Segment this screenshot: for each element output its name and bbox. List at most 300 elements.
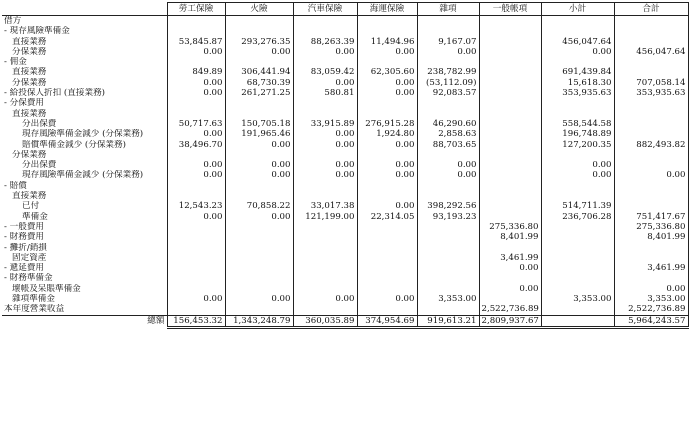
row-label: 準備金 — [2, 212, 167, 222]
column-header: 雜項 — [417, 3, 479, 16]
table-cell — [479, 140, 541, 150]
table-cell: 0.00 — [293, 170, 357, 180]
table-cell — [357, 109, 417, 119]
table-cell — [167, 26, 225, 36]
table-cell: 3,353.00 — [541, 294, 614, 304]
total-cell: 360,035.89 — [293, 315, 357, 327]
row-label: 雜項準備金 — [2, 294, 167, 304]
table-row — [2, 88, 688, 98]
table-cell — [417, 273, 479, 283]
table-cell: 0.00 — [357, 170, 417, 180]
table-cell — [614, 37, 688, 47]
table-cell — [167, 57, 225, 67]
table-cell: 46,290.60 — [417, 119, 479, 129]
row-label: - 遞延費用 — [2, 263, 167, 273]
table-cell — [541, 222, 614, 232]
table-cell: 0.00 — [479, 284, 541, 294]
row-label: - 賠償 — [2, 181, 167, 191]
table-cell: 62,305.60 — [357, 67, 417, 77]
table-cell — [614, 253, 688, 263]
table-cell — [167, 98, 225, 108]
table-cell: 0.00 — [167, 160, 225, 170]
table-row — [2, 294, 688, 304]
table-row — [2, 304, 688, 315]
table-cell — [293, 253, 357, 263]
table-cell — [417, 57, 479, 67]
table-cell — [293, 191, 357, 201]
table-cell — [357, 304, 417, 315]
table-cell: 882,493.82 — [614, 140, 688, 150]
row-label: 賠償準備金減少 (分保業務) — [2, 140, 167, 150]
table-cell — [225, 16, 293, 27]
table-cell: 276,915.28 — [357, 119, 417, 129]
table-cell — [357, 181, 417, 191]
row-label: 固定資產 — [2, 253, 167, 263]
table-cell: 0.00 — [357, 78, 417, 88]
table-row — [2, 170, 688, 180]
income-statement-table — [2, 2, 689, 329]
table-cell — [167, 150, 225, 160]
table-cell — [479, 109, 541, 119]
table-cell — [479, 16, 541, 27]
table-row — [2, 109, 688, 119]
table-cell — [417, 304, 479, 315]
table-cell: 0.00 — [357, 201, 417, 211]
table-cell — [479, 160, 541, 170]
table-cell — [479, 98, 541, 108]
table-cell: 580.81 — [293, 88, 357, 98]
total-cell: 919,613.21 — [417, 315, 479, 327]
table-cell — [417, 253, 479, 263]
table-cell: 514,711.39 — [541, 201, 614, 211]
table-cell — [614, 191, 688, 201]
table-cell: 50,717.63 — [167, 119, 225, 129]
row-label: - 佣金 — [2, 57, 167, 67]
table-cell — [225, 150, 293, 160]
table-row — [2, 150, 688, 160]
column-header: 合計 — [614, 3, 688, 16]
row-label: 壞帳及呆賬準備金 — [2, 284, 167, 294]
table-row — [2, 212, 688, 222]
table-row — [2, 253, 688, 263]
table-cell — [225, 98, 293, 108]
table-cell — [225, 284, 293, 294]
table-cell: 353,935.63 — [541, 88, 614, 98]
table-cell — [417, 109, 479, 119]
table-cell: 707,058.14 — [614, 78, 688, 88]
table-cell — [541, 191, 614, 201]
row-label: 直接業務 — [2, 67, 167, 77]
column-header: 一般帳項 — [479, 3, 541, 16]
table-cell — [225, 191, 293, 201]
row-label: - 分保費用 — [2, 98, 167, 108]
table-cell — [417, 26, 479, 36]
table-cell — [417, 263, 479, 273]
table-cell — [417, 16, 479, 27]
table-row — [2, 263, 688, 273]
row-label: 分保業務 — [2, 47, 167, 57]
table-row — [2, 232, 688, 242]
table-cell — [541, 243, 614, 253]
total-cell: 1,343,248.79 — [225, 315, 293, 327]
table-row — [2, 16, 688, 27]
table-cell — [614, 150, 688, 160]
table-cell — [614, 98, 688, 108]
table-cell: 0.00 — [479, 263, 541, 273]
table-cell: 3,461.99 — [614, 263, 688, 273]
row-label: - 財務費用 — [2, 232, 167, 242]
table-cell — [167, 16, 225, 27]
table-cell — [541, 16, 614, 27]
row-label: 已付 — [2, 201, 167, 211]
table-cell — [225, 263, 293, 273]
table-cell — [614, 273, 688, 283]
table-row — [2, 98, 688, 108]
table-cell — [167, 191, 225, 201]
table-cell — [614, 181, 688, 191]
table-cell — [541, 181, 614, 191]
table-cell: 83,059.42 — [293, 67, 357, 77]
row-label: 分保業務 — [2, 150, 167, 160]
table-cell — [479, 67, 541, 77]
table-cell — [167, 284, 225, 294]
table-cell — [541, 304, 614, 315]
table-cell — [293, 26, 357, 36]
table-cell — [479, 47, 541, 57]
total-cell: 5,964,243.57 — [614, 315, 688, 327]
table-cell — [417, 243, 479, 253]
table-cell — [357, 263, 417, 273]
table-cell — [614, 129, 688, 139]
table-cell: 12,543.23 — [167, 201, 225, 211]
table-cell — [417, 191, 479, 201]
table-cell: 22,314.05 — [357, 212, 417, 222]
table-cell: 0.00 — [293, 294, 357, 304]
table-cell — [225, 109, 293, 119]
total-cell — [541, 315, 614, 327]
table-cell — [479, 294, 541, 304]
row-label: 分出保費 — [2, 160, 167, 170]
table-cell: 0.00 — [541, 47, 614, 57]
row-label: 現存風險準備金減少 (分保業務) — [2, 129, 167, 139]
table-cell — [357, 98, 417, 108]
table-cell — [357, 26, 417, 36]
table-row — [2, 222, 688, 232]
table-cell: 92,083.57 — [417, 88, 479, 98]
table-cell — [225, 181, 293, 191]
table-cell: 121,199.00 — [293, 212, 357, 222]
table-row — [2, 47, 688, 57]
table-cell — [417, 232, 479, 242]
table-cell: 2,522,736.89 — [614, 304, 688, 315]
total-cell: 2,809,937.67 — [479, 315, 541, 327]
row-label: - 一般費用 — [2, 222, 167, 232]
table-cell: 275,336.80 — [614, 222, 688, 232]
table-row — [2, 78, 688, 88]
row-label: 現存風險準備金減少 (分保業務) — [2, 170, 167, 180]
table-cell — [417, 181, 479, 191]
table-cell: 293,276.35 — [225, 37, 293, 47]
table-row — [2, 57, 688, 67]
row-label: - 攤折/銷損 — [2, 243, 167, 253]
table-cell — [357, 253, 417, 263]
table-cell — [167, 222, 225, 232]
table-row — [2, 37, 688, 47]
table-cell: (53,112.09) — [417, 78, 479, 88]
table-row — [2, 273, 688, 283]
table-cell — [293, 263, 357, 273]
table-cell: 0.00 — [293, 160, 357, 170]
table-row — [2, 243, 688, 253]
table-cell — [541, 109, 614, 119]
table-cell — [479, 78, 541, 88]
table-cell: 751,417.67 — [614, 212, 688, 222]
table-cell: 0.00 — [541, 160, 614, 170]
table-cell: 261,271.25 — [225, 88, 293, 98]
table-cell — [293, 243, 357, 253]
table-cell: 93,193.23 — [417, 212, 479, 222]
table-cell — [167, 109, 225, 119]
table-cell: 38,496.70 — [167, 140, 225, 150]
table-cell — [479, 243, 541, 253]
table-row — [2, 191, 688, 201]
table-cell — [479, 37, 541, 47]
table-cell — [541, 253, 614, 263]
table-cell — [479, 129, 541, 139]
table-cell: 0.00 — [225, 170, 293, 180]
table-row — [2, 67, 688, 77]
table-cell: 68,730.39 — [225, 78, 293, 88]
table-cell — [541, 263, 614, 273]
table-cell — [293, 232, 357, 242]
table-cell — [293, 16, 357, 27]
table-cell — [357, 273, 417, 283]
table-cell — [167, 263, 225, 273]
table-cell: 275,336.80 — [479, 222, 541, 232]
table-cell — [541, 150, 614, 160]
table-cell — [293, 222, 357, 232]
table-row — [2, 284, 688, 294]
table-cell: 11,494.96 — [357, 37, 417, 47]
table-cell: 0.00 — [357, 140, 417, 150]
table-cell: 0.00 — [293, 140, 357, 150]
table-cell: 0.00 — [167, 88, 225, 98]
table-cell: 0.00 — [225, 140, 293, 150]
table-cell — [357, 232, 417, 242]
table-row — [2, 160, 688, 170]
table-cell — [614, 57, 688, 67]
table-cell: 0.00 — [167, 129, 225, 139]
table-cell: 3,461.99 — [479, 253, 541, 263]
table-cell — [614, 201, 688, 211]
table-cell: 236,706.28 — [541, 212, 614, 222]
row-label: 直接業務 — [2, 109, 167, 119]
table-cell: 0.00 — [225, 47, 293, 57]
table-cell — [614, 119, 688, 129]
table-cell — [293, 181, 357, 191]
table-cell: 456,047.64 — [541, 37, 614, 47]
table-cell — [417, 222, 479, 232]
column-header: 汽車保險 — [293, 3, 357, 16]
table-cell — [293, 57, 357, 67]
table-cell — [541, 273, 614, 283]
table-cell — [479, 119, 541, 129]
row-label: 本年度營業收益 — [2, 304, 167, 315]
row-label: 分出保費 — [2, 119, 167, 129]
table-row — [2, 181, 688, 191]
table-row — [2, 119, 688, 129]
table-cell: 1,924.80 — [357, 129, 417, 139]
table-cell: 33,017.38 — [293, 201, 357, 211]
table-cell: 2,858.63 — [417, 129, 479, 139]
table-cell — [167, 253, 225, 263]
table-cell — [541, 98, 614, 108]
table-cell: 88,703.65 — [417, 140, 479, 150]
table-cell: 353,935.63 — [614, 88, 688, 98]
table-cell: 0.00 — [614, 170, 688, 180]
table-cell: 0.00 — [293, 129, 357, 139]
header-blank — [2, 3, 167, 16]
table-cell: 0.00 — [614, 284, 688, 294]
total-cell: 156,453.32 — [167, 315, 225, 327]
table-cell: 70,858.22 — [225, 201, 293, 211]
table-cell — [293, 304, 357, 315]
table-cell — [293, 150, 357, 160]
table-cell — [167, 232, 225, 242]
table-cell — [614, 26, 688, 36]
table-cell: 0.00 — [225, 212, 293, 222]
table-cell: 0.00 — [417, 160, 479, 170]
table-cell — [293, 98, 357, 108]
table-cell — [225, 222, 293, 232]
table-cell — [479, 212, 541, 222]
row-label: - 現存風險準備金 — [2, 26, 167, 36]
table-cell: 0.00 — [293, 47, 357, 57]
table-cell — [541, 57, 614, 67]
table-cell: 8,401.99 — [614, 232, 688, 242]
table-cell — [541, 232, 614, 242]
table-cell: 191,965.46 — [225, 129, 293, 139]
table-cell — [167, 243, 225, 253]
table-cell — [479, 201, 541, 211]
table-cell — [614, 243, 688, 253]
table-body — [2, 16, 688, 328]
table-cell: 0.00 — [357, 294, 417, 304]
table-cell — [479, 170, 541, 180]
table-cell — [357, 222, 417, 232]
table-cell — [167, 273, 225, 283]
table-cell — [479, 181, 541, 191]
total-row — [2, 315, 688, 327]
table-cell — [357, 284, 417, 294]
table-cell: 196,748.89 — [541, 129, 614, 139]
table-cell: 0.00 — [293, 78, 357, 88]
table-cell: 0.00 — [357, 88, 417, 98]
table-cell: 15,618.30 — [541, 78, 614, 88]
table-cell — [167, 304, 225, 315]
table-cell — [357, 243, 417, 253]
table-cell — [225, 232, 293, 242]
table-cell — [614, 16, 688, 27]
table-cell — [479, 88, 541, 98]
column-header: 火險 — [225, 3, 293, 16]
table-cell: 691,439.84 — [541, 67, 614, 77]
table-cell: 0.00 — [417, 47, 479, 57]
column-header: 海運保險 — [357, 3, 417, 16]
table-cell — [614, 67, 688, 77]
table-cell — [167, 181, 225, 191]
table-row — [2, 26, 688, 36]
table-cell: 849.89 — [167, 67, 225, 77]
total-cell: 374,954.69 — [357, 315, 417, 327]
table-cell: 398,292.56 — [417, 201, 479, 211]
table-cell: 0.00 — [225, 294, 293, 304]
row-label: 分保業務 — [2, 78, 167, 88]
table-cell: 3,353.00 — [417, 294, 479, 304]
table-row — [2, 201, 688, 211]
table-cell — [479, 191, 541, 201]
row-label: - 財務準備金 — [2, 273, 167, 283]
table-cell — [479, 26, 541, 36]
row-label: 直接業務 — [2, 191, 167, 201]
table-cell — [225, 243, 293, 253]
table-cell: 0.00 — [167, 294, 225, 304]
column-header: 小計 — [541, 3, 614, 16]
row-label: 借方 — [2, 16, 167, 27]
table-row — [2, 140, 688, 150]
table-cell: 558,544.58 — [541, 119, 614, 129]
table-cell: 0.00 — [357, 47, 417, 57]
table-cell: 0.00 — [167, 78, 225, 88]
column-header: 勞工保險 — [167, 3, 225, 16]
table-cell — [614, 160, 688, 170]
table-cell: 150,705.18 — [225, 119, 293, 129]
table-cell — [417, 98, 479, 108]
table-cell: 53,845.87 — [167, 37, 225, 47]
table-cell: 2,522,736.89 — [479, 304, 541, 315]
table-cell: 0.00 — [357, 160, 417, 170]
row-label: - 給投保人折扣 (直接業務) — [2, 88, 167, 98]
table-cell — [479, 150, 541, 160]
table-cell: 0.00 — [167, 170, 225, 180]
table-cell — [225, 26, 293, 36]
row-label: 直接業務 — [2, 37, 167, 47]
table-cell: 9,167.07 — [417, 37, 479, 47]
table-cell: 238,782.99 — [417, 67, 479, 77]
table-cell: 33,915.89 — [293, 119, 357, 129]
table-cell: 3,353.00 — [614, 294, 688, 304]
table-cell — [417, 284, 479, 294]
table-cell — [293, 109, 357, 119]
table-cell — [541, 284, 614, 294]
table-cell — [225, 273, 293, 283]
table-cell: 0.00 — [167, 47, 225, 57]
header-row — [2, 3, 688, 16]
table-cell: 456,047.64 — [614, 47, 688, 57]
table-cell — [417, 150, 479, 160]
total-label: 總額 — [2, 315, 167, 327]
table-cell — [225, 253, 293, 263]
table-cell: 0.00 — [225, 160, 293, 170]
table-cell: 0.00 — [167, 212, 225, 222]
table-cell — [541, 26, 614, 36]
table-cell — [479, 57, 541, 67]
table-cell — [225, 57, 293, 67]
table-cell: 0.00 — [541, 170, 614, 180]
table-cell — [293, 284, 357, 294]
table-cell: 88,263.39 — [293, 37, 357, 47]
table-cell — [357, 191, 417, 201]
